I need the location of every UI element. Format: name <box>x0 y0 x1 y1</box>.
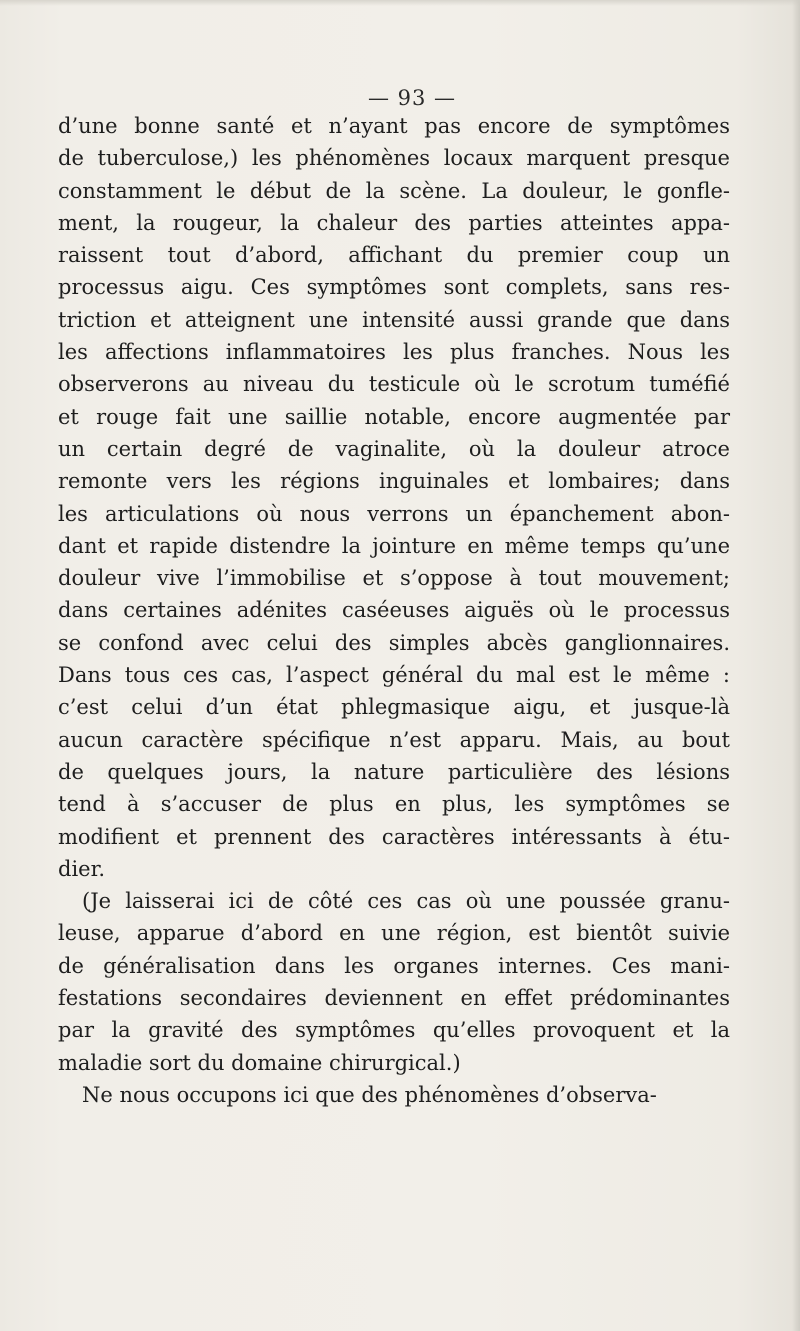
text-line: les affections inflammatoires les plus franches. Nous les <box>58 340 730 365</box>
text-line: ment, la rougeur, la chaleur des parties atteintes appa- <box>58 210 730 235</box>
text-line: de quelques jours, la nature particulière des lésions <box>58 759 730 784</box>
page-top-shadow <box>0 0 800 6</box>
text-line: leuse, apparue d’abord en une région, est bientôt suivie <box>58 921 730 946</box>
text-line: les articulations où nous verrons un épanchement abon- <box>58 501 730 526</box>
text-line: raissent tout d’abord, affichant du premier coup un <box>58 243 730 268</box>
text-line: de généralisation dans les organes internes. Ces mani- <box>58 953 730 978</box>
text-line: d’une bonne santé et n’ayant pas encore de symptômes <box>58 114 730 138</box>
text-line: remonte vers les régions inguinales et lombaires; dans <box>58 469 730 494</box>
body-text <box>58 110 730 1111</box>
text-line: dier. <box>58 856 105 881</box>
text-line: dans certaines adénites caséeuses aiguës où le processus <box>58 598 730 623</box>
text-line: maladie sort du domaine chirurgical.) <box>58 1050 461 1075</box>
text-line: festations secondaires deviennent en effet prédominantes <box>58 986 730 1011</box>
text-line: Ne nous occupons ici que des phénomènes d’observa- <box>82 1082 657 1107</box>
text-line: triction et atteignent une intensité aussi grande que dans <box>58 307 730 332</box>
text-line: se confond avec celui des simples abcès ganglionnaires. <box>58 630 730 655</box>
text-line: constamment le début de la scène. La douleur, le gonfle- <box>58 178 730 203</box>
text-line: dant et rapide distendre la jointure en même temps qu’une <box>58 533 730 558</box>
page-number: — 93 — <box>367 86 457 110</box>
text-line: tend à s’accuser de plus en plus, les symptômes se <box>58 792 730 817</box>
text-line: observerons au niveau du testicule où le scrotum tuméfié <box>58 372 730 397</box>
text-line: aucun caractère spécifique n’est apparu. Mais, au bout <box>58 727 730 752</box>
text-line: Dans tous ces cas, l’aspect général du mal est le même : <box>58 663 730 688</box>
text-line: et rouge fait une saillie notable, encore augmentée par <box>58 404 730 429</box>
text-line: c’est celui d’un état phlegmasique aigu, et jusque-là <box>58 695 730 720</box>
page-right-shadow <box>792 0 800 1331</box>
text-line: (Je laisserai ici de côté ces cas où une poussée granu- <box>82 889 730 914</box>
text-line: douleur vive l’immobilise et s’oppose à tout mouvement; <box>58 566 730 591</box>
text-line: modifient et prennent des caractères intéressants à étu- <box>58 824 730 849</box>
text-line: par la gravité des symptômes qu’elles provoquent et la <box>58 1018 730 1043</box>
text-line: un certain degré de vaginalite, où la douleur atroce <box>58 436 730 461</box>
text-line: de tuberculose,) les phénomènes locaux marquent presque <box>58 146 730 171</box>
text-line: processus aigu. Ces symptômes sont complets, sans res- <box>58 275 730 300</box>
